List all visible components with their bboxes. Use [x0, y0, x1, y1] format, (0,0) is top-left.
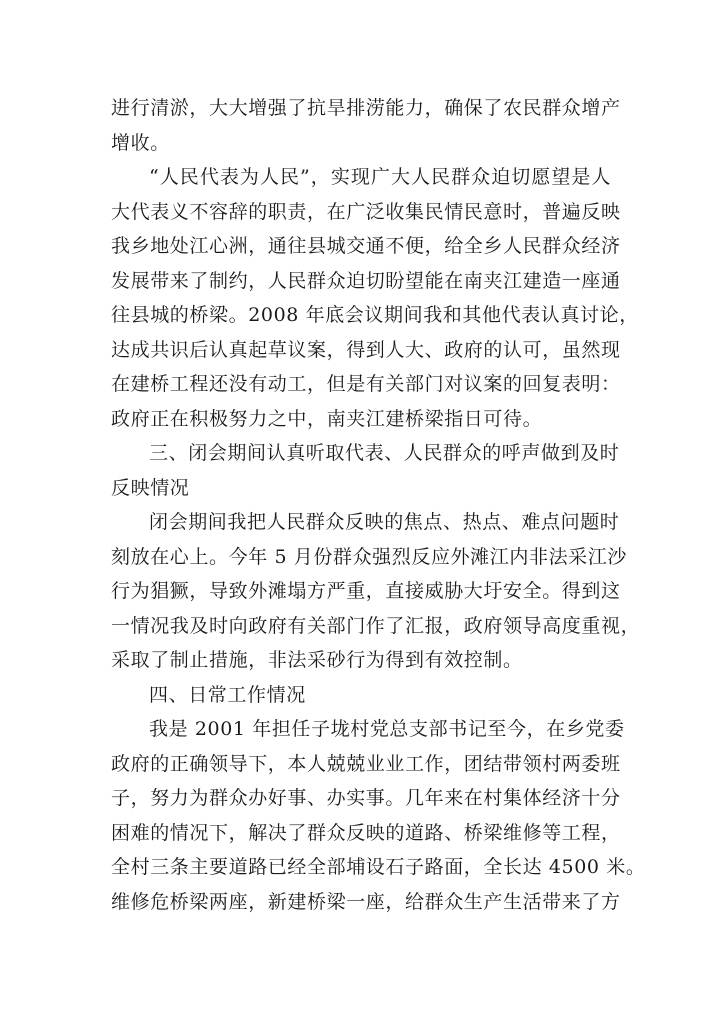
text-line: 闭会期间我把人民群众反映的焦点、热点、难点问题时 — [149, 511, 620, 533]
text-line: 一情况我及时向政府有关部门作了汇报，政府领导高度重视， — [111, 614, 641, 637]
text-line: 发展带来了制约，人民群众迫切盼望能在南夹江建造一座通 — [111, 269, 621, 292]
text-line: 行为猖獗，导致外滩塌方严重，直接威胁大圩安全。得到这 — [111, 580, 621, 602]
text-line: 维修危桥梁两座，新建桥梁一座，给群众生产生活带来了方 — [111, 890, 621, 913]
text-line: 进行清淤，大大增强了抗旱排涝能力，确保了农民群众增产 — [111, 97, 621, 119]
text-line: 反映情况 — [111, 476, 190, 499]
document-body — [111, 91, 646, 919]
text-line: 达成共识后认真起草议案，得到人大、政府的认可，虽然现 — [111, 338, 621, 361]
text-line: 政府正在积极努力之中，南夹江建桥梁指日可待。 — [111, 407, 543, 430]
text-line: 在建桥工程还没有动工，但是有关部门对议案的回复表明： — [111, 373, 621, 395]
text-line: 政府的正确领导下，本人兢兢业业工作，团结带领村两委班 — [111, 752, 621, 775]
text-line: 增收。 — [111, 131, 170, 154]
text-line: 采取了制止措施，非法采砂行为得到有效控制。 — [111, 649, 523, 671]
text-line: 大代表义不容辞的职责，在广泛收集民情民意时，普遍反映 — [111, 200, 621, 223]
text-line: 子，努力为群众办好事、办实事。几年来在村集体经济十分 — [111, 787, 621, 809]
text-line: 困难的情况下，解决了群众反映的道路、桥梁维修等工程， — [111, 821, 621, 844]
text-line: 全村三条主要道路已经全部埔设石子路面，全长达 4500 米。 — [111, 856, 646, 878]
text-line: 四、日常工作情况 — [149, 683, 306, 706]
text-line: 我是 2001 年担任子垅村党总支部书记至今，在乡党委 — [149, 718, 625, 740]
text-line: 三、闭会期间认真听取代表、人民群众的呼声做到及时 — [149, 442, 620, 464]
text-line: 往县城的桥梁。2008 年底会议期间我和其他代表认真讨论， — [111, 304, 639, 326]
text-line: 我乡地处江心洲，通往县城交通不便，给全乡人民群众经济 — [111, 235, 621, 257]
text-line: 刻放在心上。今年 5 月份群众强烈反应外滩江内非法采江沙 — [111, 545, 627, 568]
text-line: “人民代表为人民”，实现广大人民群众迫切愿望是人 — [149, 166, 611, 188]
